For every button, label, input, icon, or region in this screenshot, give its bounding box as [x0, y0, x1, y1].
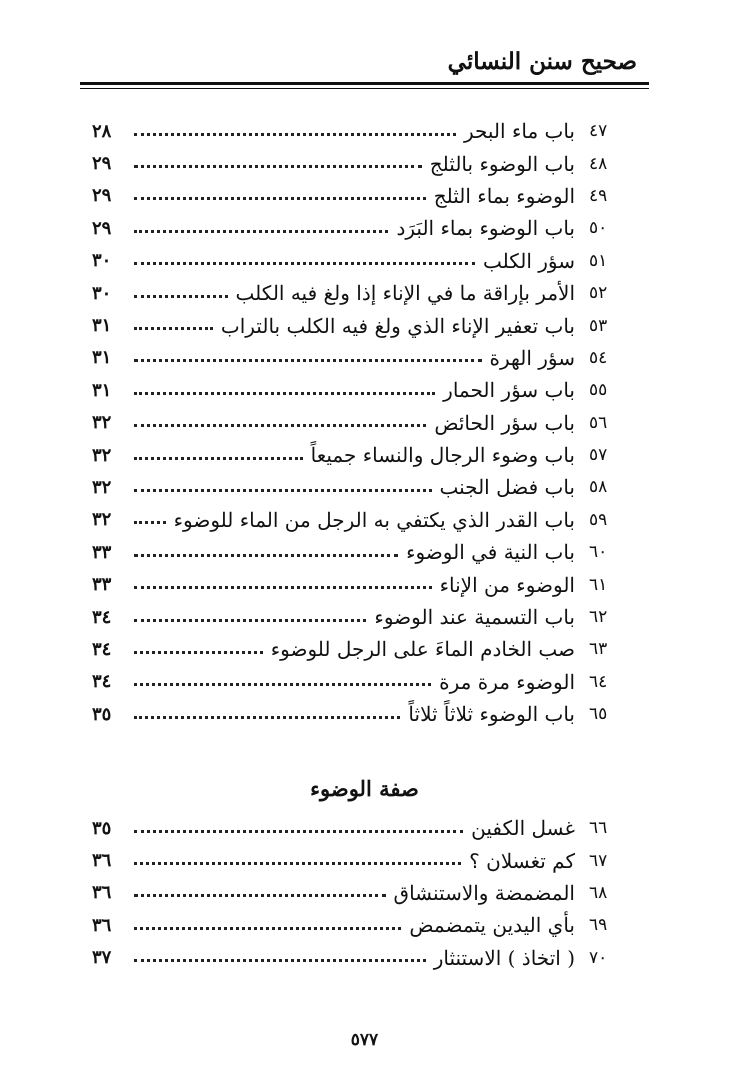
entry-page: ٣٢	[92, 412, 112, 434]
entry-number: ٥٧	[589, 445, 608, 466]
entry-title: باب التسمية عند الوضوء	[374, 605, 575, 630]
entry-number: ٧٠	[589, 947, 608, 968]
toc-list-first	[92, 115, 639, 730]
dot-leader	[134, 862, 461, 865]
entry-number: ٥٥	[589, 380, 608, 401]
entry-number: ٥٦	[589, 412, 608, 433]
dot-leader	[134, 586, 432, 589]
toc-entry	[92, 844, 639, 876]
entry-number: ٦٨	[589, 882, 608, 903]
entry-page: ٢٩	[92, 217, 112, 239]
dot-leader	[134, 262, 475, 265]
toc-entry	[92, 601, 639, 633]
entry-title: باب ماء البحر	[463, 119, 575, 144]
toc-entry	[92, 407, 639, 439]
toc-entry	[92, 342, 639, 374]
entry-page: ٣١	[92, 347, 112, 369]
entry-title: باب وضوء الرجال والنساء جميعاً	[310, 443, 575, 468]
entry-page: ٣٢	[92, 509, 112, 531]
toc-entry	[92, 568, 639, 600]
entry-page: ٣٥	[92, 703, 112, 725]
toc-entry	[92, 698, 639, 730]
entry-page: ٣٤	[92, 638, 112, 660]
dot-leader	[134, 894, 386, 897]
dot-leader	[134, 133, 456, 136]
entry-title: باب سؤر الحمار	[443, 378, 575, 403]
dot-leader	[134, 927, 401, 930]
entry-number: ٥٠	[589, 218, 608, 239]
entry-page: ٣١	[92, 379, 112, 401]
dot-leader	[134, 619, 366, 622]
dot-leader	[134, 959, 426, 962]
entry-page: ٣٥	[92, 817, 112, 839]
entry-page: ٢٩	[92, 153, 112, 175]
entry-title: بأي اليدين يتمضمض	[409, 913, 575, 938]
entry-title: الوضوء مرة مرة	[439, 669, 575, 694]
toc-list-second	[92, 812, 639, 974]
entry-title: ( اتخاذ ) الاستنثار	[433, 945, 575, 970]
entry-page: ٣٣	[92, 541, 112, 563]
entry-number: ٦٤	[589, 671, 608, 692]
running-head: صحيح سنن النسائي	[447, 48, 637, 75]
toc-entry	[92, 536, 639, 568]
dot-leader	[134, 830, 463, 833]
entry-page: ٣١	[92, 315, 112, 337]
entry-page: ٣٧	[92, 947, 112, 969]
entry-number: ٦٦	[589, 818, 608, 839]
entry-number: ٥٣	[589, 315, 608, 336]
dot-leader	[134, 554, 398, 557]
toc-entry	[92, 877, 639, 909]
toc-entry	[92, 471, 639, 503]
entry-number: ٦٩	[589, 915, 608, 936]
toc-entry	[92, 180, 639, 212]
entry-title: باب النية في الوضوء	[406, 540, 575, 565]
entry-title: صب الخادم الماءَ على الرجل للوضوء	[270, 637, 575, 662]
entry-title: باب تعفير الإناء الذي ولغ فيه الكلب بالتراب	[220, 313, 575, 338]
dot-leader	[134, 327, 213, 330]
toc-entry	[92, 439, 639, 471]
header-rule-thick	[80, 82, 649, 85]
entry-number: ٦٥	[589, 704, 608, 725]
header-rule-thin	[80, 88, 649, 89]
entry-page: ٢٨	[92, 120, 112, 142]
dot-leader	[134, 716, 400, 719]
toc-entry	[92, 212, 639, 244]
toc-entry	[92, 942, 639, 974]
toc-entry	[92, 504, 639, 536]
entry-number: ٤٨	[589, 153, 608, 174]
dot-leader	[134, 295, 228, 298]
entry-number: ٥٤	[589, 347, 608, 368]
entry-number: ٥١	[589, 250, 608, 271]
toc-entry	[92, 245, 639, 277]
entry-title: سؤر الكلب	[482, 248, 575, 273]
toc-entry	[92, 812, 639, 844]
entry-number: ٦٣	[589, 639, 608, 660]
toc-entry	[92, 309, 639, 341]
entry-page: ٣٢	[92, 476, 112, 498]
entry-title: الأمر بإراقة ما في الإناء إذا ولغ فيه الكلب	[235, 281, 575, 306]
dot-leader	[134, 489, 432, 492]
entry-title: المضمضة والاستنشاق	[393, 880, 575, 905]
entry-page: ٣٠	[92, 250, 112, 272]
entry-number: ٦١	[589, 574, 608, 595]
dot-leader	[134, 392, 435, 395]
entry-title: باب سؤر الحائض	[434, 410, 575, 435]
entry-number: ٦٧	[589, 850, 608, 871]
dot-leader	[134, 230, 388, 233]
toc-entry	[92, 115, 639, 147]
entry-title: باب فضل الجنب	[439, 475, 575, 500]
dot-leader	[134, 683, 431, 686]
toc-entry	[92, 633, 639, 665]
toc-entry	[92, 277, 639, 309]
entry-number: ٥٢	[589, 283, 608, 304]
dot-leader	[134, 521, 166, 524]
section-heading: صفة الوضوء	[310, 776, 419, 801]
dot-leader	[134, 651, 263, 654]
entry-number: ٦٠	[589, 542, 608, 563]
entry-page: ٢٩	[92, 185, 112, 207]
dot-leader	[134, 165, 422, 168]
entry-title: كم تغسلان ؟	[469, 848, 575, 873]
entry-page: ٣٠	[92, 282, 112, 304]
entry-title: باب القدر الذي يكتفي به الرجل من الماء للوضوء	[173, 507, 575, 532]
toc-entry	[92, 374, 639, 406]
entry-number: ٤٩	[589, 185, 608, 206]
entry-title: سؤر الهرة	[489, 345, 575, 370]
entry-page: ٣٤	[92, 606, 112, 628]
entry-page: ٣٣	[92, 574, 112, 596]
entry-title: باب الوضوء بالثلج	[429, 151, 575, 176]
entry-number: ٤٧	[589, 121, 608, 142]
entry-page: ٣٦	[92, 914, 112, 936]
entry-page: ٣٦	[92, 882, 112, 904]
entry-title: باب الوضوء بماء البَرَد	[396, 216, 575, 241]
entry-title: باب الوضوء ثلاثاً ثلاثاً	[408, 702, 575, 727]
entry-page: ٣٢	[92, 444, 112, 466]
page-number: ٥٧٧	[350, 1030, 379, 1050]
entry-page: ٣٤	[92, 671, 112, 693]
dot-leader	[134, 457, 303, 460]
dot-leader	[134, 359, 482, 362]
entry-number: ٦٢	[589, 607, 608, 628]
entry-title: الوضوء بماء الثلج	[433, 183, 575, 208]
toc-entry	[92, 909, 639, 941]
toc-entry	[92, 147, 639, 179]
toc-entry	[92, 666, 639, 698]
dot-leader	[134, 424, 426, 427]
dot-leader	[134, 197, 426, 200]
entry-number: ٥٩	[589, 509, 608, 530]
entry-number: ٥٨	[589, 477, 608, 498]
entry-title: غسل الكفين	[471, 816, 575, 841]
entry-page: ٣٦	[92, 850, 112, 872]
entry-title: الوضوء من الإناء	[439, 572, 575, 597]
